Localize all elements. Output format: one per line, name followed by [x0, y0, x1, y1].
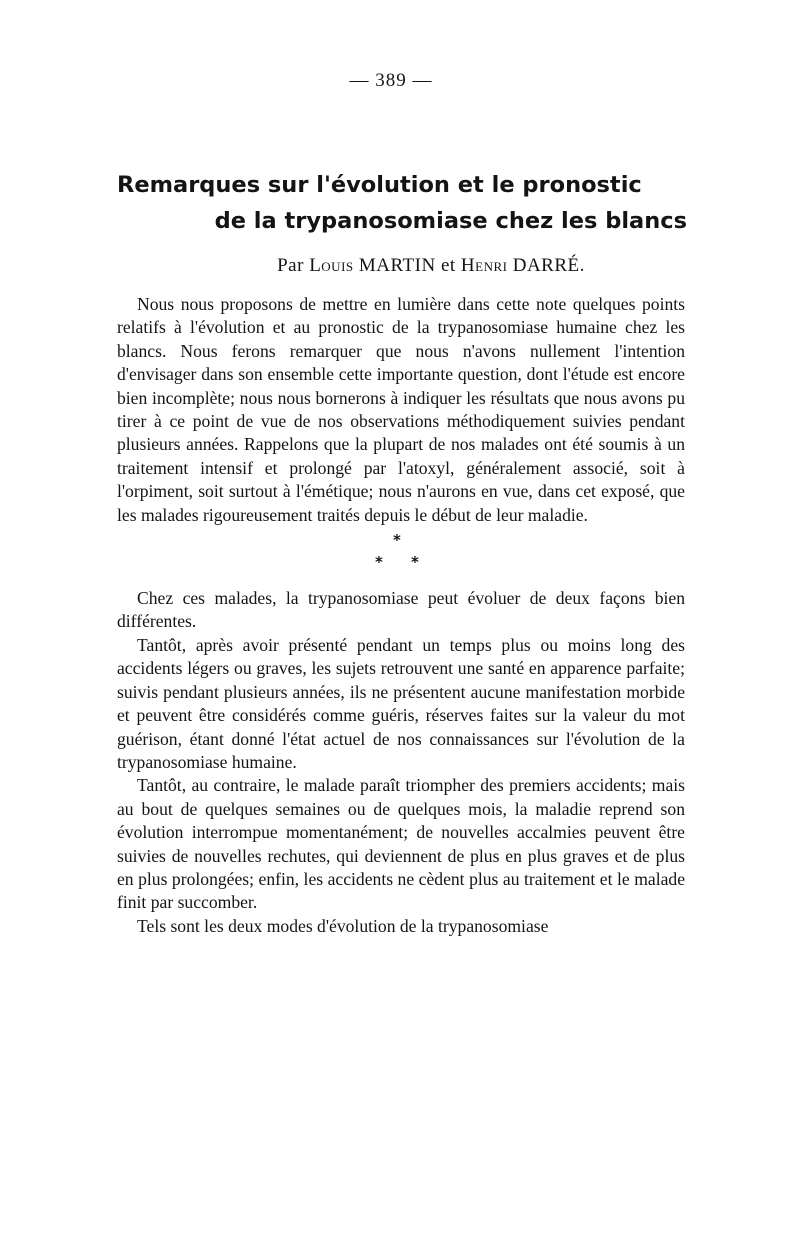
byline-par: Par [277, 255, 304, 276]
page [117, 70, 685, 938]
asterism-separator [117, 529, 685, 577]
byline [177, 255, 685, 277]
paragraph-1: Nous nous proposons de mettre en lumière dans cette note quelques points relatifs à l'évolution et au pronostic de la trypanosomiase humaine chez les blancs. Nous ferons remarquer que nous n'avons nullement l'intention d'envisager dans son ensemble cette importante question, dont l'étude est encore bien incomplète; nous nous bornerons à indiquer les résultats que nous avons pu tirer à ce point de vue de nos observations méthodiquement suivies pendant plusieurs années. Rappelons que la plupart de nos malades ont été soumis à un traitement intensif et prolongé par l'atoxyl, généralement associé, soit à l'orpiment, soit surtout à l'émétique; nous n'aurons en vue, dans cet exposé, que les malades rigoureusement traités depuis le début de leur maladie. [117, 294, 685, 525]
asterism-star-right: * [411, 553, 419, 572]
byline-and: et [440, 255, 456, 276]
author2-last-name: DARRÉ. [512, 255, 585, 276]
article-title [117, 167, 685, 239]
author2-first-name: Henri [460, 255, 508, 276]
title-line-1: Remarques sur l'évolution et le pronostic [117, 172, 642, 198]
paragraph-3: Tantôt, après avoir présenté pendant un temps plus ou moins long des accidents légers ou graves, les sujets retrouvent une santé en apparence parfaite; suivis pendant plusieurs années, ils ne présentent aucune manifestation morbide et peuvent être considérés comme guéris, réserves faites sur la valeur du mot guérison, étant donné l'état actuel de nos connaissances sur l'évolution de la trypanosomiase humaine. [117, 634, 685, 772]
paragraph-5: Tels sont les deux modes d'évolution de la trypanosomiase [137, 915, 549, 936]
asterism-star-top: * [393, 531, 401, 550]
article-body [117, 293, 685, 938]
author1-first-name: Louis [309, 255, 354, 276]
paragraph-4: Tantôt, au contraire, le malade paraît triompher des premiers accidents; mais au bout de quelques semaines ou de quelques mois, la maladie reprend son évolution interrompue momentanément; de nouvelles accalmies peuvent être suivies de nouvelles rechutes, qui deviennent de plus en plus graves et de plus en plus prolongées; enfin, les accidents ne cèdent plus au traitement et le malade finit par succomber. [117, 775, 685, 913]
paragraph-2: Chez ces malades, la trypanosomiase peut évoluer de deux façons bien différentes. [117, 588, 685, 632]
page-number: — 389 — [349, 70, 433, 91]
title-line-2: de la trypanosomiase chez les blancs [214, 208, 687, 234]
author1-last-name: MARTIN [358, 255, 436, 276]
asterism-star-left: * [375, 553, 383, 572]
